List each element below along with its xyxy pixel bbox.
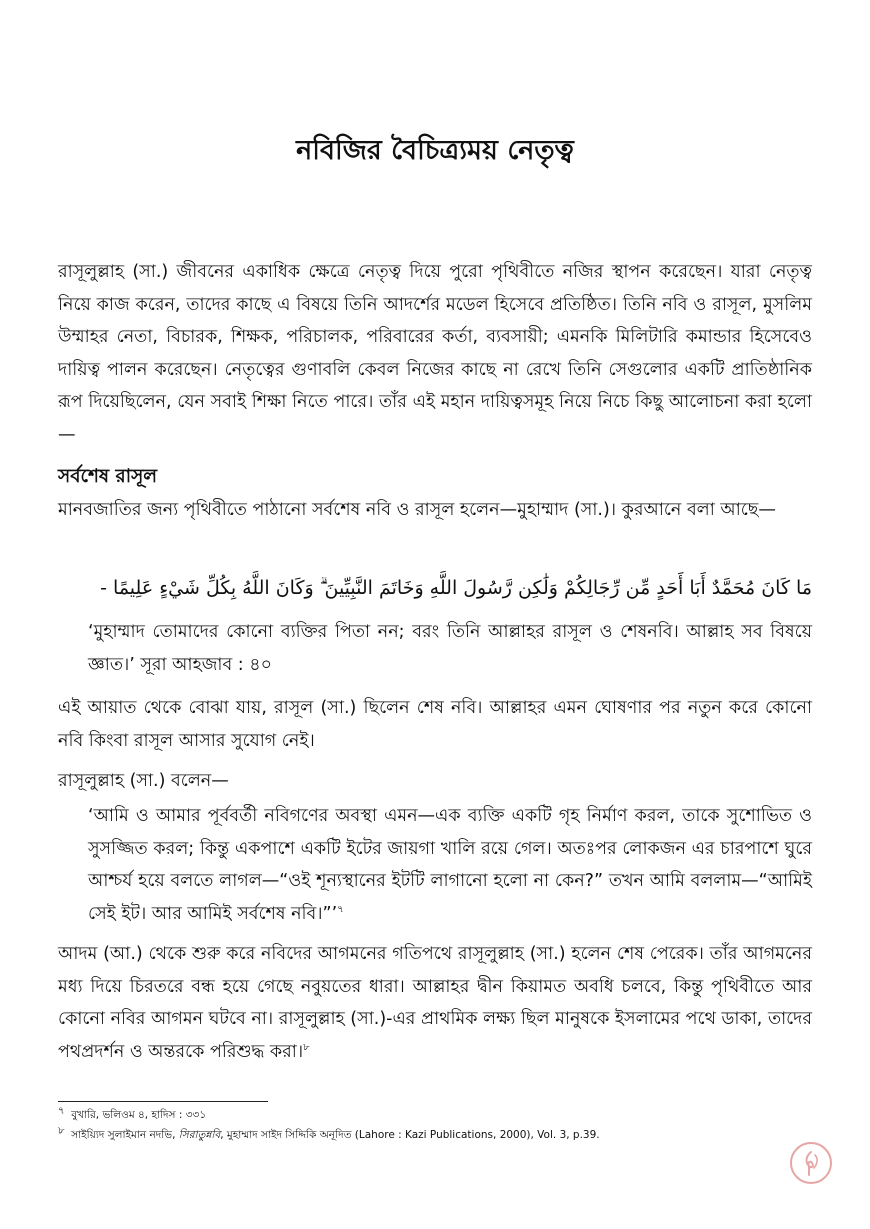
footnote-divider <box>58 1101 268 1102</box>
footnote-text: বুখারি, ভলিওম ৪, হাদিস : ৩৩১ <box>71 1109 207 1121</box>
intro-paragraph: রাসূলুল্লাহ (সা.) জীবনের একাধিক ক্ষেত্রে নেতৃত্ব দিয়ে পুরো পৃথিবীতে নজির স্থাপন করেছেন। যারা নেতৃত্ব নিয়ে কাজ করেন, তাদের কাছে এ বিষয়ে তিনি আদর্শের মডেল হিসেবে প্রতিষ্ঠিত। তিনি নবি ও রাসূল, মুসলিম উম্মাহর নেতা, বিচারক, শিক্ষক, পরিচালক, পরিবারের কর্তা, ব্যবসায়ী; এমনকি মিলিটারি কমান্ডার হিসেবেও দায়িত্ব পালন করেছেন। নেতৃত্বের গুণাবলি কেবল নিজের কাছে না রেখে তিনি সেগুলোর একটি প্রাতিষ্ঠানিক রূপ দিয়েছিলেন, যেন সবাই শিক্ষা নিতে পারে। তাঁর এই মহান দায়িত্বসমূহ নিয়ে নিচে কিছু আলোচনা করা হলো— <box>58 262 812 445</box>
paragraph-verse-explanation: এই আয়াত থেকে বোঝা যায়, রাসূল (সা.) ছিলেন শেষ নবি। আল্লাহর এমন ঘোষণার পর নতুন করে কোনো নবি কিংবা রাসূল আসার সুযোগ নেই। <box>58 698 812 751</box>
footnote-mark: ৮ <box>58 1125 65 1137</box>
footnote-book-title: সিরাতুন্নবি <box>178 1129 221 1141</box>
footnote-mark: ৭ <box>58 1105 65 1117</box>
footnote-ref-8[interactable]: ৮ <box>303 1041 310 1053</box>
publisher-logo-icon <box>790 1142 832 1184</box>
verse-translation-quote: ‘মুহাম্মাদ তোমাদের কোনো ব্যক্তির পিতা নন; বরং তিনি আল্লাহর রাসূল ও শেষনবি। আল্লাহ সব বিষয়ে জ্ঞাত।’ সূরা আহজাব : ৪০ <box>88 622 812 675</box>
hadith-quote <box>88 800 812 930</box>
paragraph-last-messenger: মানবজাতির জন্য পৃথিবীতে পাঠানো সর্বশেষ নবি ও রাসূল হলেন—মুহাম্মাদ (সা.)। কুরআনে বলা আছে— <box>58 500 776 520</box>
hadith-quote-text: ‘আমি ও আমার পূর্ববর্তী নবিগণের অবস্থা এমন—এক ব্যক্তি একটি গৃহ নির্মাণ করল, তাকে সুশোভিত ও সুসজ্জিত করল; কিন্তু একপাশে একটি ইটের জায়গা খালি রয়ে গেল। অতঃপর লোকজন এর চারপাশে ঘুরে আশ্চর্য হয়ে বলতে লাগল—“ওই শূন্যস্থানের ইটটি লাগানো হলো না কেন?” তখন আমি বললাম—“আমিই সেই ইট। আর আমিই সর্বশেষ নবি।”’ <box>88 806 812 924</box>
footnote-text-post: , মুহাম্মাদ সাইদ সিদ্দিকি অনূদিত (Lahore : Kazi Publications, 2000), Vol. 3, p.39. <box>220 1129 600 1141</box>
footnote-ref-7[interactable]: ৭ <box>337 903 344 915</box>
paragraph-conclusion <box>58 938 812 1068</box>
chapter-title: নবিজির বৈচিত্র্যময় নেতৃত্ব <box>296 135 574 166</box>
footnote-8 <box>58 1125 818 1142</box>
paragraph-hadith-intro: রাসূলুল্লাহ (সা.) বলেন— <box>58 771 229 791</box>
footnote-7 <box>58 1105 818 1122</box>
conclusion-text: আদম (আ.) থেকে শুরু করে নবিদের আগমনের গতিপথে রাসূলুল্লাহ (সা.) হলেন শেষ পেরেক। তাঁর আগমনের মধ্য দিয়ে চিরতরে বন্ধ হয়ে গেছে নবুয়তের ধারা। আল্লাহর দ্বীন কিয়ামত অবধি চলবে, কিন্তু পৃথিবীতে আর কোনো নবির আগমন ঘটবে না। রাসূলুল্লাহ (সা.)-এর প্রাথমিক লক্ষ্য ছিল মানুষকে ইসলামের পথে ডাকা, তাদের পথপ্রদর্শন ও অন্তরকে পরিশুদ্ধ করা। <box>58 944 812 1062</box>
section-heading: সর্বশেষ রাসূল <box>58 466 158 487</box>
quran-verse-arabic: مَا كَانَ مُحَمَّدٌ أَبَا أَحَدٍ مِّن رِّجَالِكُمْ وَلَٰكِن رَّسُولَ اللَّهِ وَخَاتَمَ النَّبِيِّينَ ۗ وَكَانَ اللَّهُ بِكُلِّ شَيْءٍ عَلِيمًا - <box>100 577 812 599</box>
footnote-text-pre: সাইয়্যিদ সুলাইমান নদভি, <box>71 1129 179 1141</box>
